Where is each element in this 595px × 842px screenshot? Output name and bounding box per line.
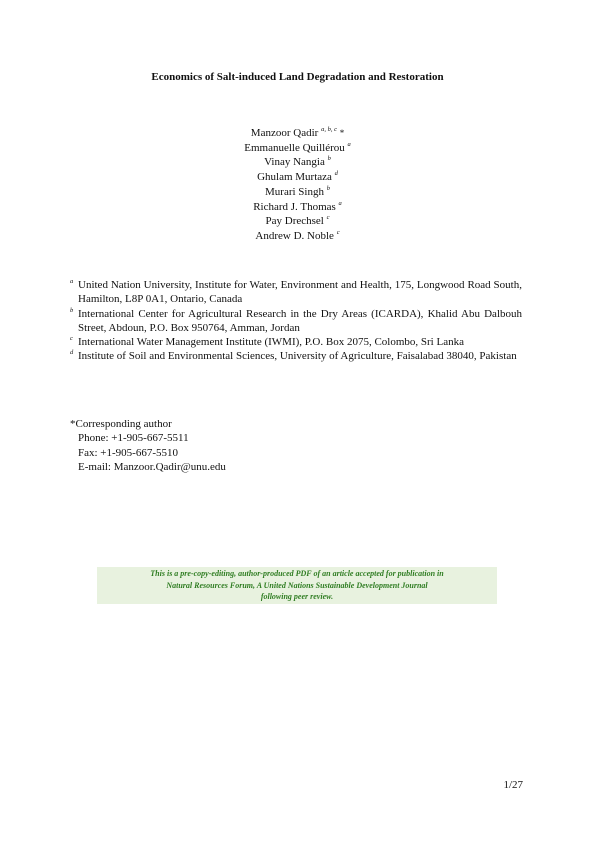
author-affiliation-marks: a, b, c xyxy=(321,126,337,133)
author-entry xyxy=(0,214,595,229)
author-entry xyxy=(0,155,595,170)
author-entry xyxy=(0,185,595,200)
author-entry xyxy=(0,200,595,215)
page-number: 1/27 xyxy=(503,779,523,791)
corresponding-phone: Phone: +1-905-667-5511 xyxy=(78,432,189,445)
author-name: Murari Singh xyxy=(265,185,324,198)
affiliation-text: United Nation University, Institute for Water, Environment and Health, 175, Longwood Road South, Hamilton, L8P 0A1, Ontario, Canada xyxy=(78,279,522,306)
author-affiliation-marks: d xyxy=(334,170,338,178)
author-affiliation-marks: c xyxy=(336,228,340,236)
affiliation-mark: d xyxy=(70,349,74,357)
corresponding-heading: *Corresponding author xyxy=(70,418,172,430)
author-name: Ghulam Murtaza xyxy=(257,171,332,184)
affiliation-entry xyxy=(70,349,522,363)
corresponding-email: E-mail: Manzoor.Qadir@unu.edu xyxy=(78,460,226,473)
affiliation-entry xyxy=(70,307,522,336)
affiliation-list xyxy=(70,278,522,364)
publication-notice xyxy=(97,567,497,604)
author-affiliation-marks: a xyxy=(338,199,342,207)
author-name: Andrew D. Noble xyxy=(255,229,334,242)
affiliation-text: Institute of Soil and Environmental Sciences, University of Agriculture, Faisalabad 38040, Pakistan xyxy=(78,350,517,363)
author-entry xyxy=(0,229,595,244)
author-list xyxy=(0,126,595,244)
author-affiliation-marks: b xyxy=(326,184,330,192)
notice-line: following peer review. xyxy=(260,592,334,601)
author-name: Richard J. Thomas xyxy=(253,200,336,213)
author-affiliation-marks: a xyxy=(347,140,351,148)
affiliation-mark: c xyxy=(70,335,73,343)
affiliation-text: International Center for Agricultural Research in the Dry Areas (ICARDA), Khalid Abu Dalbouh Street, Abdoun, P.O. Box 950764, Amman, Jordan xyxy=(78,307,522,334)
corresponding-fax: Fax: +1-905-667-5510 xyxy=(78,446,178,459)
affiliation-text: International Water Management Institute (IWMI), P.O. Box 2075, Colombo, Sri Lanka xyxy=(78,336,464,349)
affiliation-mark: b xyxy=(70,306,74,314)
author-name: Manzoor Qadir xyxy=(250,127,319,139)
author-entry xyxy=(0,126,595,141)
affiliation-mark: a xyxy=(70,278,74,285)
author-name: Pay Drechsel xyxy=(265,215,324,228)
author-affiliation-marks: c xyxy=(326,214,330,222)
author-name: Vinay Nangia xyxy=(264,156,325,169)
notice-line: This is a pre-copy-editing, author-produced PDF of an article accepted for publication in xyxy=(150,569,444,578)
corresponding-star: * xyxy=(339,128,345,138)
affiliation-entry xyxy=(70,278,522,307)
author-entry xyxy=(0,170,595,185)
affiliation-entry xyxy=(70,335,522,349)
paper-title: Economics of Salt-induced Land Degradation and Restoration xyxy=(151,71,444,83)
notice-line: Natural Resources Forum, A United Nations Sustainable Development Journal xyxy=(166,580,428,590)
author-affiliation-marks: b xyxy=(327,155,331,163)
author-entry xyxy=(0,141,595,156)
corresponding-author-block xyxy=(70,417,370,474)
author-name: Emmanuelle Quillérou xyxy=(244,141,345,154)
